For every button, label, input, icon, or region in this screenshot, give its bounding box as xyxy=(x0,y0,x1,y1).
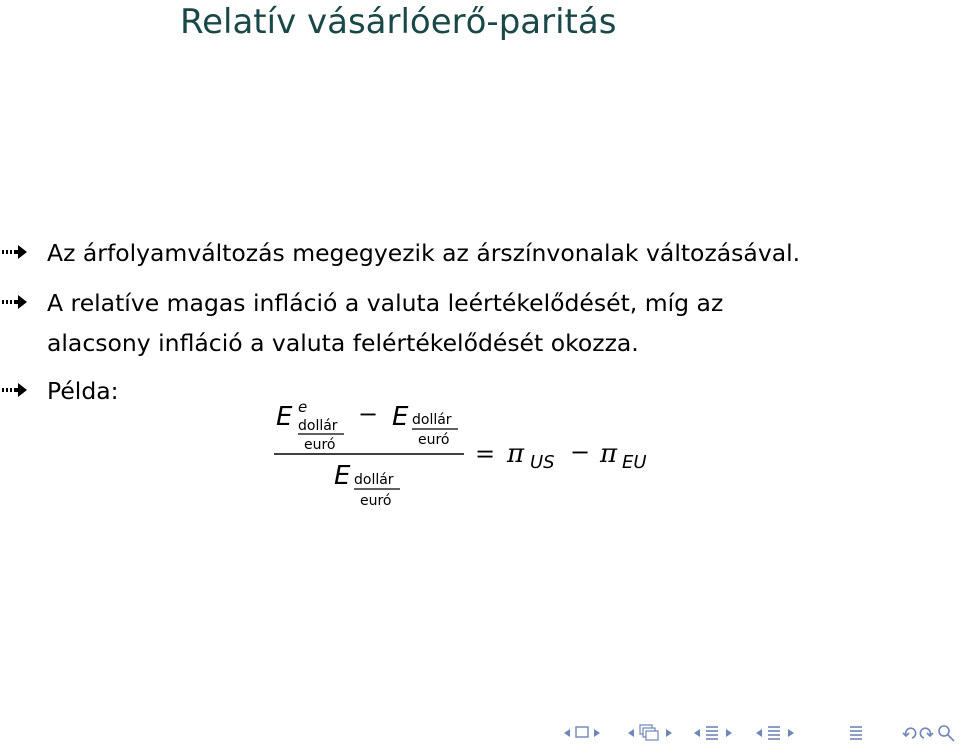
formula-sub-euro-1: euró xyxy=(304,437,336,453)
formula-sub-dollar-3: dollár xyxy=(354,472,394,488)
formula-pi-eu: π xyxy=(600,439,618,469)
formula-sub-us: US xyxy=(530,452,555,473)
formula-minus-1: − xyxy=(358,400,379,428)
bullet-3-text: Példa: xyxy=(47,377,119,405)
nav-frame-next-icon[interactable] xyxy=(666,729,672,737)
formula-equals: = xyxy=(475,440,496,468)
nav-forward-icon[interactable] xyxy=(920,728,933,738)
formula-sub-eu: EU xyxy=(622,452,647,473)
formula-sub-dollar-2: dollár xyxy=(412,412,452,428)
nav-section-prev-icon[interactable] xyxy=(756,729,762,737)
nav-back-icon[interactable] xyxy=(903,728,916,738)
formula-minus-2: − xyxy=(570,438,591,466)
bullet-1-text: Az árfolyamváltozás megegyezik az árszínvonalak változásával. xyxy=(47,239,801,267)
nav-slide-next-icon[interactable] xyxy=(594,729,600,737)
nav-slide-prev-icon[interactable] xyxy=(564,729,570,737)
formula-E-current: E xyxy=(392,402,409,432)
formula-superscript-e: e xyxy=(298,398,308,416)
arrow-bullet-icon xyxy=(2,282,30,324)
bullet-2-text-line-2: alacsony infláció a valuta felértékelődését okozza. xyxy=(47,329,639,357)
formula-sub-euro-2: euró xyxy=(418,432,450,448)
nav-subsection-prev-icon[interactable] xyxy=(694,729,700,737)
formula-sub-euro-3: euró xyxy=(360,493,392,509)
nav-frame-icon[interactable] xyxy=(640,725,658,740)
bullet-2-text-line-1: A relatíve magas infláció a valuta leértékelődését, míg az xyxy=(47,289,724,317)
nav-section-next-icon[interactable] xyxy=(788,729,794,737)
nav-document-icon[interactable] xyxy=(850,727,862,739)
nav-slide-icon[interactable] xyxy=(576,727,588,737)
nav-subsection-icon[interactable] xyxy=(706,727,718,739)
slide-title: Relatív vásárlóerő-paritás xyxy=(180,2,617,42)
formula-E-expected: E xyxy=(276,402,293,432)
nav-frame-prev-icon[interactable] xyxy=(628,729,634,737)
nav-section-icon[interactable] xyxy=(768,727,780,739)
ppp-formula xyxy=(272,392,672,522)
arrow-bullet-icon xyxy=(2,370,30,412)
arrow-bullet-icon xyxy=(2,232,30,274)
nav-subsection-next-icon[interactable] xyxy=(726,729,732,737)
beamer-navigation-bar xyxy=(560,722,960,744)
formula-pi-us: π xyxy=(507,439,525,469)
formula-sub-dollar-1: dollár xyxy=(298,418,338,434)
formula-E-denominator: E xyxy=(334,461,351,491)
nav-search-icon[interactable] xyxy=(939,726,954,741)
